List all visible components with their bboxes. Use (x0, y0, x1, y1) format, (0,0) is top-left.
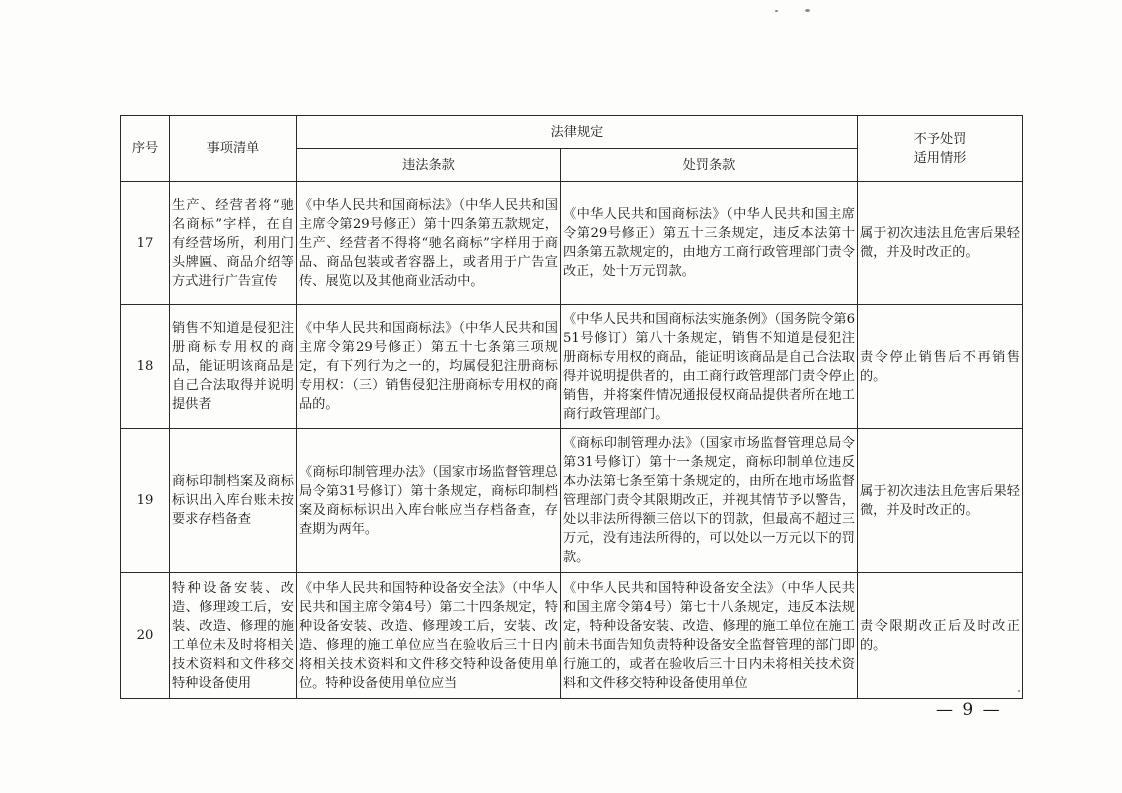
penalty-cell: 《中华人民共和国商标法实施条例》（国务院令第651号修订）第八十条规定，销售不知道是侵犯注册商标专用权的商品，能证明该商品是自己合法取得并说明提供者的，由工商行政管理部门责令停止销售，并将案件情况通报侵权商品提供者所在地工商行政管理部门。 (561, 305, 858, 429)
header-violation: 违法条款 (297, 149, 561, 182)
law-table (120, 115, 1023, 699)
scan-speck (775, 10, 778, 12)
header-law: 法律规定 (297, 116, 858, 149)
item-cell: 销售不知道是侵犯注册商标专用权的商品，能证明该商品是自己合法取得并说明提供者 (170, 305, 297, 429)
table-row (121, 429, 1023, 573)
row-number: 17 (121, 182, 170, 305)
exempt-cell: 责令限期改正后及时改正的。 (858, 573, 1023, 699)
violation-cell: 《中华人民共和国商标法》（中华人民共和国主席令第29号修正）第十四条第五款规定，生产、经营者不得将“驰名商标”字样用于商品、商品包装或者容器上，或者用于广告宣传、展览以及其他商业活动中。 (297, 182, 561, 305)
penalty-cell: 《中华人民共和国商标法》（中华人民共和国主席令第29号修正）第五十三条规定，违反本法第十四条第五款规定的，由地方工商行政管理部门责令改正，处十万元罚款。 (561, 182, 858, 305)
violation-cell: 《中华人民共和国商标法》（中华人民共和国主席令第29号修正）第五十七条第三项规定，有下列行为之一的，均属侵犯注册商标专用权：（三）销售侵犯注册商标专用权的商品的。 (297, 305, 561, 429)
penalty-cell: 《中华人民共和国特种设备安全法》（中华人民共和国主席令第4号）第七十八条规定，违反本法规定，特种设备安装、改造、修理的施工单位在施工前未书面告知负责特种设备安全监督管理的部门即行施工的，或者在验收后三十日内未将相关技术资料和文件移交特种设备使用单位 (561, 573, 858, 699)
penalty-cell: 《商标印制管理办法》（国家市场监督管理总局令第31号修订）第十一条规定，商标印制单位违反本办法第七条至第十条规定的，由所在地市场监督管理部门责令其限期改正，并视其情节予以警告，处以非法所得额三倍以下的罚款，但最高不超过三万元，没有违法所得的，可以处以一万元以下的罚款。 (561, 429, 858, 573)
row-number: 18 (121, 305, 170, 429)
header-item: 事项清单 (170, 116, 297, 182)
row-number: 19 (121, 429, 170, 573)
scan-speck (805, 9, 810, 12)
exempt-cell: 属于初次违法且危害后果轻微，并及时改正的。 (858, 429, 1023, 573)
item-cell: 商标印制档案及商标标识出入库台账未按要求存档备查 (170, 429, 297, 573)
row-number: 20 (121, 573, 170, 699)
scan-speck (1018, 690, 1020, 692)
item-cell: 特种设备安装、改造、修理竣工后，安装、改造、修理的施工单位未及时将相关技术资料和文件移交特种设备使用 (170, 573, 297, 699)
table-row (121, 182, 1023, 305)
violation-cell: 《中华人民共和国特种设备安全法》（中华人民共和国主席令第4号）第二十四条规定，特种设备安装、改造、修理竣工后，安装、改造、修理的施工单位应当在验收后三十日内将相关技术资料和文件移交特种设备使用单位。特种设备使用单位应当 (297, 573, 561, 699)
page-number: — 9 — (936, 700, 1002, 720)
table-row (121, 305, 1023, 429)
violation-cell: 《商标印制管理办法》（国家市场监督管理总局令第31号修订）第十条规定，商标印制档案及商标标识出入库台帐应当存档备查，存查期为两年。 (297, 429, 561, 573)
header-penalty: 处罚条款 (561, 149, 858, 182)
table-row (121, 573, 1023, 699)
exempt-cell: 属于初次违法且危害后果轻微，并及时改正的。 (858, 182, 1023, 305)
header-seq: 序号 (121, 116, 170, 182)
item-cell: 生产、经营者将“驰名商标”字样，在自有经营场所，利用门头牌匾、商品介绍等方式进行广告宣传 (170, 182, 297, 305)
exempt-cell: 责令停止销售后不再销售的。 (858, 305, 1023, 429)
header-exempt: 不予处罚 适用情形 (858, 116, 1023, 182)
